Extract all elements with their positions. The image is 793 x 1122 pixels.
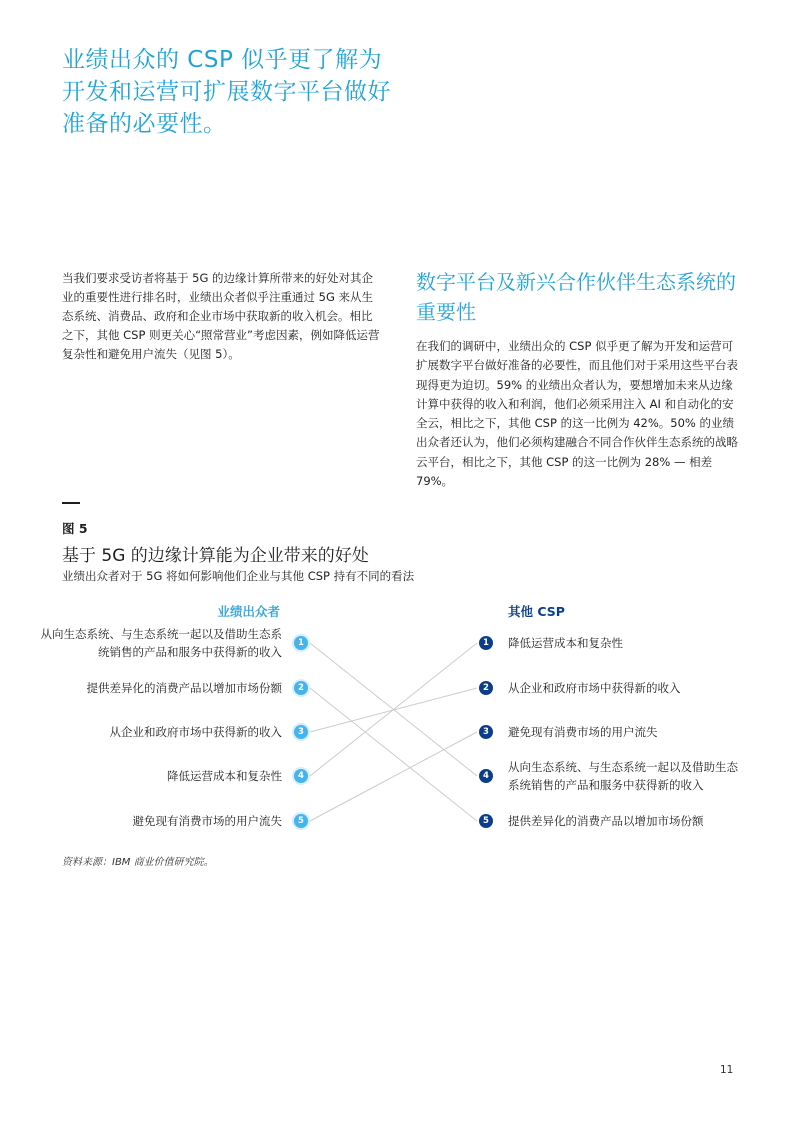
intro-paragraph: 当我们要求受访者将基于 5G 的边缘计算所带来的好处对其企业的重要性进行排名时，业绩出众者似乎注重通过 5G 来从生态系统、消费品、政府和企业市场中获取新的收入机会。相比之下，其他 CSP 则更关心“照常营业”考虑因素，例如降低运营复杂性和避免用户流失（见图 5）。 [62, 271, 380, 361]
right-ranked-item-3: 避免现有消费市场的用户流失 [508, 725, 658, 739]
right-rank-badge-5: 5 [479, 814, 493, 828]
left-rank-badge-4: 4 [294, 769, 308, 783]
left-ranked-item-1: 从向生态系统、与生态系统一起以及借助生态系统销售的产品和服务中获得新的收入 [40, 627, 282, 659]
left-rank-badge-3: 3 [294, 725, 308, 739]
left-rank-badge-2: 2 [294, 681, 308, 695]
right-ranked-item-4: 从向生态系统、与生态系统一起以及借助生态系统销售的产品和服务中获得新的收入 [508, 760, 738, 792]
section-heading: 数字平台及新兴合作伙伴生态系统的重要性 [416, 270, 736, 324]
left-ranked-item-4: 降低运营成本和复杂性 [167, 769, 282, 783]
link-line-2 [310, 688, 477, 821]
right-ranked-item-2: 从企业和政府市场中获得新的收入 [508, 681, 681, 695]
figure-title: 基于 5G 的边缘计算能为企业带来的好处 [62, 546, 369, 566]
right-rank-badge-3: 3 [479, 725, 493, 739]
link-line-5 [310, 732, 477, 821]
left-ranked-item-3: 从企业和政府市场中获得新的收入 [109, 725, 282, 739]
right-rank-badge-2: 2 [479, 681, 493, 695]
right-ranked-item-5: 提供差异化的消费产品以增加市场份额 [508, 814, 704, 828]
left-ranked-item-2: 提供差异化的消费产品以增加市场份额 [86, 681, 282, 695]
figure-label: 图 5 [62, 521, 88, 536]
right-rank-badge-4: 4 [479, 769, 493, 783]
section-body: 在我们的调研中，业绩出众的 CSP 似乎更了解为开发和运营可扩展数字平台做好准备的必要性，而且他们对于采用这些平台表现得更为迫切。59% 的业绩出众者认为，要想增加未来从边缘计算中获得的收入和利润，他们必须采用注入 AI 和自动化的安全云，相比之下，其他 CSP 的这一比例为 42%。50% 的业绩出众者还认为，他们必须构建融合不同合作伙伴生态系统的战略云平台，相比之下，其他 CSP 的这一比例为 28% — 相差 79%。 [416, 339, 738, 489]
source-note: 资料来源：IBM 商业价值研究院。 [62, 857, 214, 868]
left-column-heading: 业绩出众者 [217, 604, 280, 619]
left-ranked-item-5: 避免现有消费市场的用户流失 [132, 814, 282, 828]
right-rank-badge-1: 1 [479, 636, 493, 650]
page-number: 11 [720, 1064, 734, 1076]
left-rank-badge-5: 5 [294, 814, 308, 828]
figure-subtitle: 业绩出众者对于 5G 将如何影响他们企业与其他 CSP 持有不同的看法 [62, 569, 415, 583]
right-column-heading: 其他 CSP [508, 604, 565, 619]
right-ranked-item-1: 降低运营成本和复杂性 [508, 636, 623, 650]
pull-quote: 业绩出众的 CSP 似乎更了解为开发和运营可扩展数字平台做好准备的必要性。 [62, 47, 391, 137]
left-rank-badge-1: 1 [294, 636, 308, 650]
